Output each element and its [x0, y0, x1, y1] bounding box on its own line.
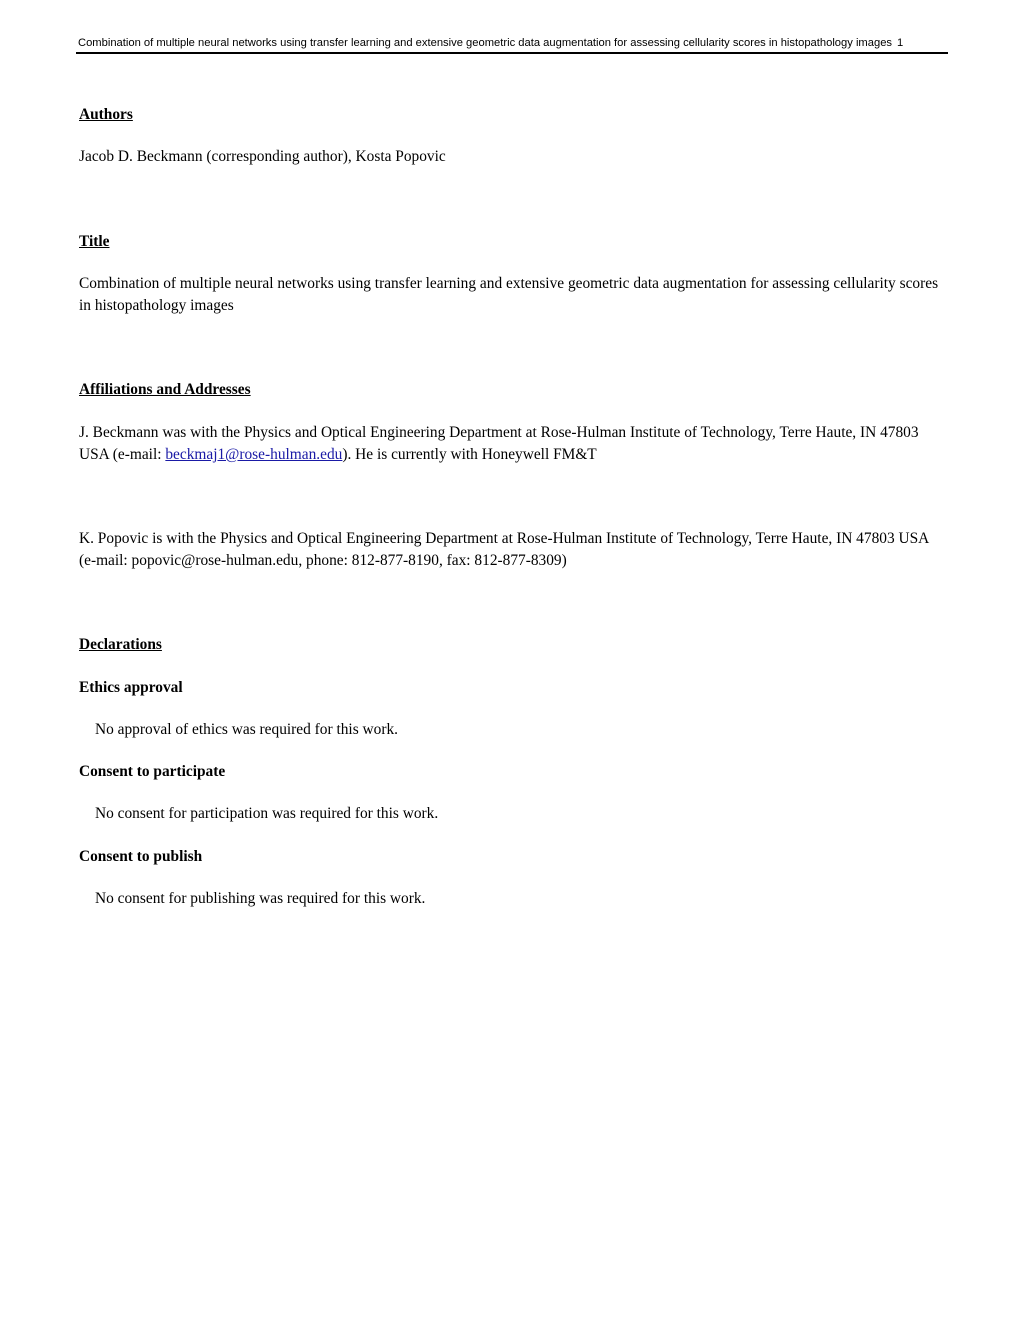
popovic-affiliation: K. Popovic is with the Physics and Optical Engineering Department at Rose-Hulman Institute of Technology, Terre Haute, IN 47803 USA (e-mail: popovic@rose-hulman.edu, phone: 812-877-8190, fax: 812-877-8309) [79, 530, 929, 569]
running-header [78, 36, 942, 50]
beckmann-affiliation-tail: ). He is currently with Honeywell FM&T [342, 446, 597, 463]
beckmann-email-link[interactable]: beckmaj1@rose-hulman.edu [165, 446, 343, 463]
page-number: 1 [897, 37, 904, 49]
title-text: Combination of multiple neural networks using transfer learning and extensive geometric data augmentation for assessing cellularity scores in histopathology images [79, 275, 939, 314]
authors-heading: Authors [79, 106, 133, 123]
running-title: Combination of multiple neural networks using transfer learning and extensive geometric data augmentation for assessing cellularity scores in histopathology images [78, 37, 893, 49]
affiliations-heading: Affiliations and Addresses [79, 381, 251, 398]
ethics-approval-heading: Ethics approval [79, 679, 183, 696]
declarations-heading: Declarations [79, 636, 162, 653]
consent-publish-heading: Consent to publish [79, 848, 203, 865]
header-rule [76, 52, 948, 54]
beckmann-affiliation [79, 422, 939, 466]
consent-participate-heading: Consent to participate [79, 763, 226, 780]
ethics-approval-text: No approval of ethics was required for this work. [95, 721, 399, 738]
title-heading: Title [79, 233, 110, 250]
consent-participate-text: No consent for participation was required for this work. [95, 805, 439, 822]
beckmann-affiliation-text: J. Beckmann was with the Physics and Optical Engineering Department at Rose-Hulman Institute of Technology, Terre Haute, IN 47803 USA (e-mail: [79, 424, 919, 463]
authors-text: Jacob D. Beckmann (corresponding author), Kosta Popovic [79, 148, 446, 165]
consent-publish-text: No consent for publishing was required for this work. [95, 890, 426, 907]
